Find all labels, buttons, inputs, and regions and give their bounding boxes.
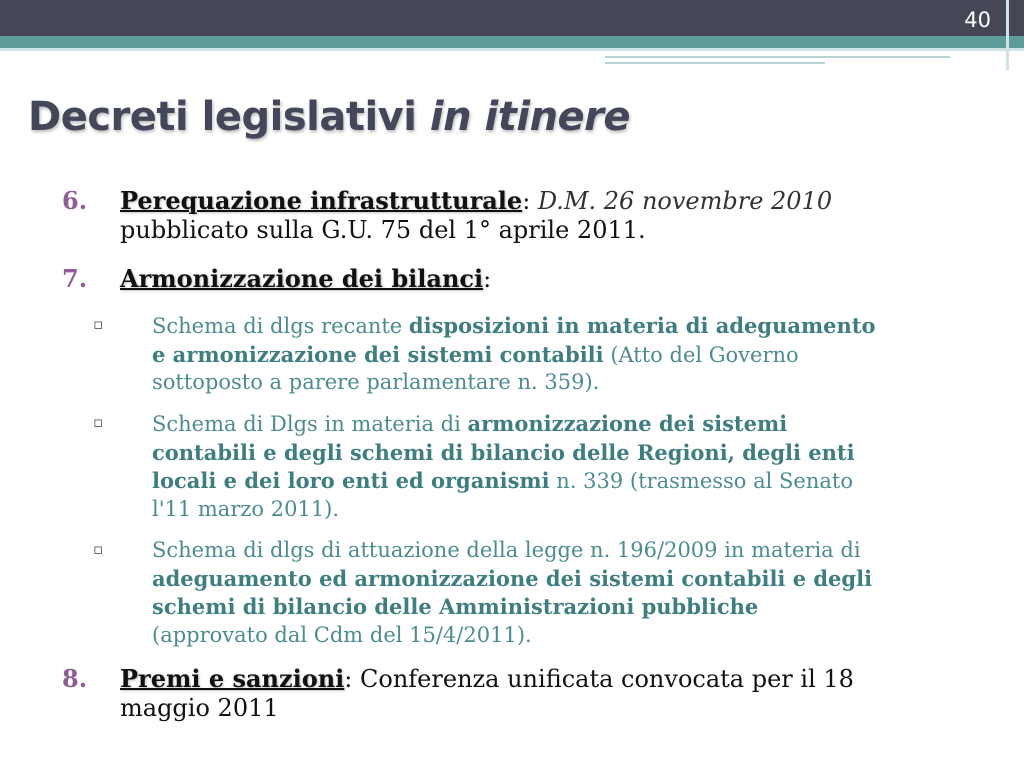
decorative-line [605,56,950,58]
title-main: Decreti legislativi [28,94,417,140]
sub-item-text [152,410,962,523]
sub-item-line [152,496,962,524]
emphasized-text: contabili e degli schemi di bilancio delle Regioni, degli enti [152,439,855,465]
emphasized-text: adeguamento ed armonizzazione dei sistemi contabili e degli [152,565,873,591]
item-number: 8. [62,664,88,693]
item-heading: Perequazione infrastrutturale [120,186,523,215]
sub-item-line [152,341,962,370]
item-line: pubblicato sulla G.U. 75 del 1° aprile 2011. [120,216,646,244]
text-segment: sottoposto a parere parlamentare n. 359). [152,370,600,394]
header-accent-band [0,36,1024,48]
sub-item-line [152,537,962,565]
sub-item-line [152,439,962,468]
emphasized-text: armonizzazione dei sistemi [467,411,788,436]
item-date: D.M. 26 novembre 2010 [537,187,833,215]
text-segment: l'11 marzo 2011). [152,496,340,521]
item-heading: Premi e sanzioni [120,664,345,693]
text-segment: (approvato dal Cdm del 15/4/2011). [152,622,532,647]
sub-item-line [152,312,962,341]
slide-title [28,92,630,142]
header-band [0,0,1024,36]
sub-item-line [152,622,962,650]
text-segment: Schema di Dlgs in materia di [152,412,468,436]
decorative-vertical-line [1006,0,1009,70]
bullet-icon: ▫ [93,315,104,333]
sub-item-text [152,312,962,397]
text-segment: Schema di dlgs di attuazione della legge n. 196/2009 in materia di [152,538,861,562]
sub-item-line [152,565,962,594]
item-heading: Armonizzazione dei bilanci [120,264,484,293]
item-colon: : [483,265,492,293]
text-segment: (Atto del Governo [603,342,799,367]
sub-item-text [152,537,962,649]
sub-item-line [152,410,962,439]
item-text [120,186,940,245]
decorative-line [0,48,1024,51]
item-text [120,664,940,723]
sub-item-line [152,467,962,496]
page-number: 40 [964,8,991,32]
item-number: 6. [62,186,88,215]
text-segment: Schema di dlgs recante [152,314,409,338]
item-colon: : [344,665,353,693]
emphasized-text: schemi di bilancio delle Amministrazioni pubbliche [152,594,759,619]
emphasized-text: e armonizzazione dei sistemi contabili [152,341,604,367]
item-colon: : [522,187,531,215]
bullet-icon: ▫ [93,413,104,431]
item-number: 7. [62,264,88,293]
sub-item-line [152,593,962,622]
item-line [120,264,940,294]
decorative-line [605,62,825,64]
sub-item-line [152,369,962,397]
item-detail: Conferenza unificata convocata per il 18 [360,665,854,693]
emphasized-text: disposizioni in materia di adeguamento [408,313,876,338]
title-italic: in itinere [429,94,631,140]
emphasized-text: locali e dei loro enti ed organismi [152,468,550,493]
bullet-icon: ▫ [93,540,104,558]
item-line [120,186,940,216]
item-line: maggio 2011 [120,694,279,722]
text-segment: n. 339 (trasmesso al Senato [549,469,853,493]
item-text [120,264,940,294]
item-line [120,664,940,694]
